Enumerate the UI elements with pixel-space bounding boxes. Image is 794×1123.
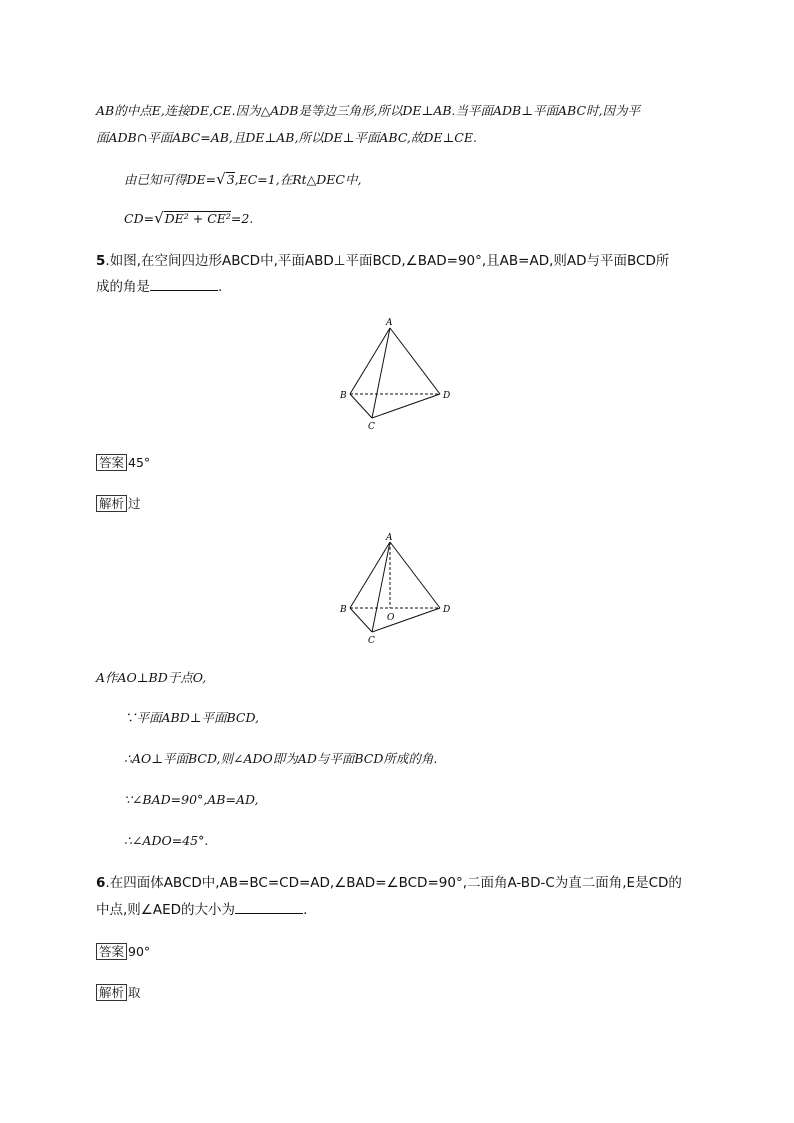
q6-answer-blank xyxy=(235,901,303,914)
q5-line-2 xyxy=(96,278,222,296)
q6-answer: 90° xyxy=(128,944,151,959)
edge-ac xyxy=(372,328,390,418)
q5-analysis-start: 过 xyxy=(128,496,141,511)
label-b: B xyxy=(340,391,347,401)
q5-step-2: ∵平面ABD⊥平面BCD, xyxy=(124,710,260,725)
q6-line-2 xyxy=(96,901,307,919)
edge-ad xyxy=(390,542,440,608)
label-c: C xyxy=(368,422,375,432)
edge-bc xyxy=(350,394,372,418)
sqrt-symbol: √ xyxy=(154,209,164,227)
q6-text-2-end: . xyxy=(303,902,308,918)
q6-text-2: 中点,则∠AED的大小为 xyxy=(96,902,236,918)
q5-analysis-tag: 解析 xyxy=(96,495,127,512)
prev-solution-line-2: 面ADB∩平面ABC=AB,且DE⊥AB,所以DE⊥平面ABC,故DE⊥CE. xyxy=(96,130,477,145)
q5-analysis-row xyxy=(96,495,141,512)
label-d: D xyxy=(443,391,451,401)
q6-answer-row xyxy=(96,943,150,960)
q5-step-1: A作AO⊥BD于点O, xyxy=(96,670,207,685)
edge-cd xyxy=(372,608,440,632)
label-a: A xyxy=(386,533,393,543)
label-b: B xyxy=(340,605,347,615)
prev-solution-line-3 xyxy=(124,171,361,188)
q5-number: 5 xyxy=(96,253,106,269)
q6-answer-tag: 答案 xyxy=(96,943,127,960)
edge-ad xyxy=(390,328,440,394)
label-o: O xyxy=(387,613,395,623)
q6-analysis-row xyxy=(96,984,141,1001)
edge-bc xyxy=(350,608,372,632)
prev-solution-line-3-post: ,EC=1,在Rt△DEC中, xyxy=(234,172,362,187)
q5-text-2-end: . xyxy=(218,279,223,295)
label-c: C xyxy=(368,636,375,646)
edge-cd xyxy=(372,394,440,418)
q5-line-1 xyxy=(96,252,669,270)
prev-solution-line-4 xyxy=(124,210,253,227)
label-d: D xyxy=(443,605,451,615)
q5-step-4: ∵∠BAD=90°,AB=AD, xyxy=(124,792,259,807)
q6-text-1: .在四面体ABCD中,AB=BC=CD=AD,∠BAD=∠BCD=90°,二面角A-BD-C为直二面角,E是CD的 xyxy=(105,875,682,891)
prev-solution-line-1: AB的中点E,连接DE,CE.因为△ADB是等边三角形,所以DE⊥AB.当平面ADB⊥平面ABC时,因为平 xyxy=(96,103,640,118)
edge-ab xyxy=(350,542,390,608)
prev-solution-line-4-post: =2. xyxy=(230,211,254,226)
q6-analysis-tag: 解析 xyxy=(96,984,127,1001)
q6-analysis-start: 取 xyxy=(128,985,141,1000)
q6-line-1 xyxy=(96,874,682,892)
q5-answer-row xyxy=(96,454,150,471)
q5-analysis-figure xyxy=(336,530,460,650)
edge-ab xyxy=(350,328,390,394)
q5-answer: 45° xyxy=(128,455,151,470)
label-a: A xyxy=(386,318,393,328)
q5-step-5: ∴∠ADO=45°. xyxy=(124,833,209,848)
q5-text-2: 成的角是 xyxy=(96,279,150,295)
q5-answer-blank xyxy=(150,278,218,291)
prev-solution-line-4-pre: CD= xyxy=(124,211,155,226)
q5-step-3: ∴AO⊥平面BCD,则∠ADO即为AD与平面BCD所成的角. xyxy=(124,751,438,766)
radicand-de-ce: DE² + CE² xyxy=(164,211,231,226)
radicand-3: 3 xyxy=(226,172,235,187)
q5-figure-tetrahedron xyxy=(336,314,460,434)
q6-number: 6 xyxy=(96,875,106,891)
q5-text-1: .如图,在空间四边形ABCD中,平面ABD⊥平面BCD,∠BAD=90°,且AB=AD,则AD与平面BCD所 xyxy=(105,253,670,269)
prev-solution-line-3-pre: 由已知可得DE= xyxy=(124,172,217,187)
sqrt-symbol: √ xyxy=(216,170,226,188)
q5-answer-tag: 答案 xyxy=(96,454,127,471)
